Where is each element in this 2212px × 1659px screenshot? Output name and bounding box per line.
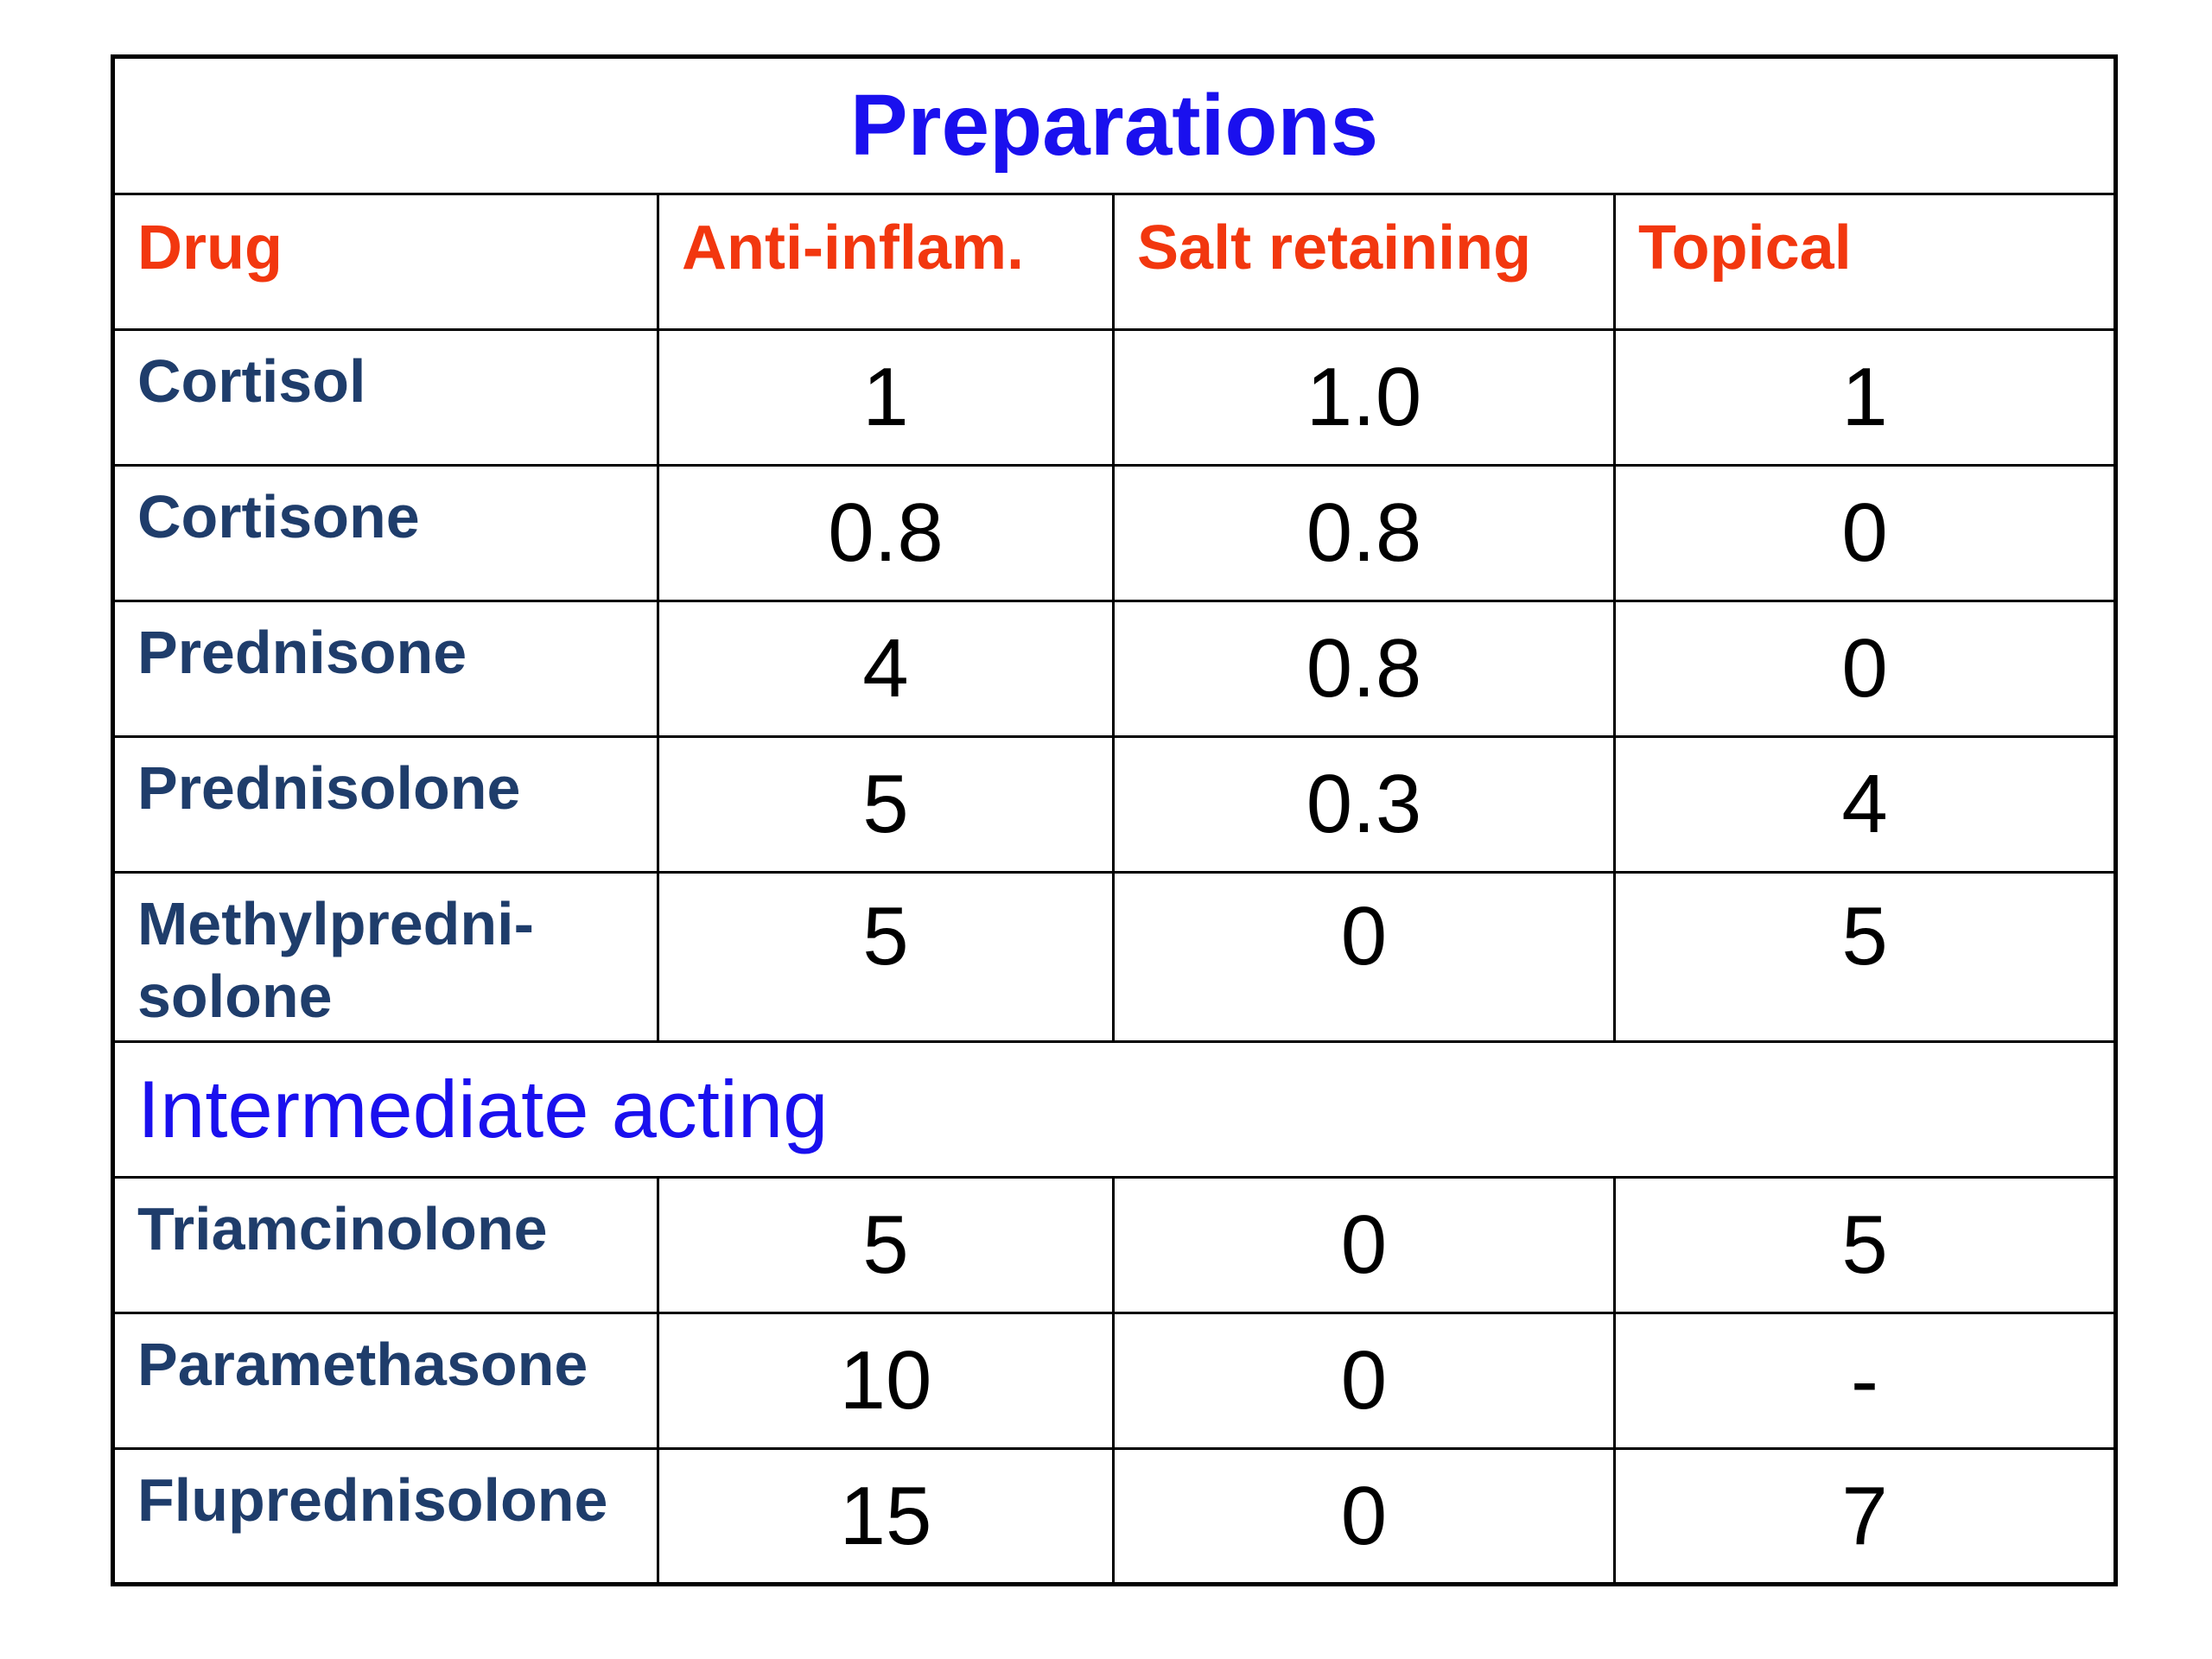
title-row: [113, 57, 2116, 194]
topical-value: 4: [1615, 737, 2116, 873]
anti-inflam-value: 15: [658, 1449, 1114, 1585]
drug-name: Cortisol: [113, 330, 658, 466]
anti-inflam-value: 5: [658, 873, 1114, 1042]
drug-name: Cortisone: [113, 466, 658, 601]
section-row: [113, 1042, 2116, 1178]
table-title: Preparations: [113, 57, 2116, 194]
salt-retaining-value: 0: [1114, 1313, 1615, 1449]
salt-retaining-value: 0: [1114, 1449, 1615, 1585]
anti-inflam-value: 0.8: [658, 466, 1114, 601]
header-drug: Drug: [113, 194, 658, 330]
topical-value: 1: [1615, 330, 2116, 466]
drug-name: Prednisolone: [113, 737, 658, 873]
drug-name: Prednisone: [113, 601, 658, 737]
section-label: Intermediate acting: [113, 1042, 2116, 1178]
table-row: [113, 1313, 2116, 1449]
header-anti-inflam: Anti-inflam.: [658, 194, 1114, 330]
header-row: [113, 194, 2116, 330]
table-row: [113, 601, 2116, 737]
salt-retaining-value: 0.8: [1114, 601, 1615, 737]
table-row: [113, 330, 2116, 466]
drug-name: [113, 873, 658, 1042]
salt-retaining-value: 0: [1114, 1178, 1615, 1313]
table-row: [113, 873, 2116, 1042]
topical-value: 5: [1615, 1178, 2116, 1313]
table-row: [113, 1178, 2116, 1313]
header-topical: Topical: [1615, 194, 2116, 330]
table-row: [113, 1449, 2116, 1585]
anti-inflam-value: 5: [658, 1178, 1114, 1313]
topical-value: 0: [1615, 466, 2116, 601]
preparations-table: [111, 54, 2118, 1586]
drug-name-line1: Methylpredni-: [137, 890, 534, 957]
drug-name: Triamcinolone: [113, 1178, 658, 1313]
table-row: [113, 737, 2116, 873]
table-row: [113, 466, 2116, 601]
drug-name-line2: solone: [137, 963, 333, 1030]
anti-inflam-value: 1: [658, 330, 1114, 466]
salt-retaining-value: 0.3: [1114, 737, 1615, 873]
anti-inflam-value: 4: [658, 601, 1114, 737]
topical-value: 0: [1615, 601, 2116, 737]
header-salt-retaining: Salt retaining: [1114, 194, 1615, 330]
topical-value: 7: [1615, 1449, 2116, 1585]
drug-name: Paramethasone: [113, 1313, 658, 1449]
drug-name: Fluprednisolone: [113, 1449, 658, 1585]
topical-value: -: [1615, 1313, 2116, 1449]
anti-inflam-value: 10: [658, 1313, 1114, 1449]
salt-retaining-value: 0.8: [1114, 466, 1615, 601]
topical-value: 5: [1615, 873, 2116, 1042]
anti-inflam-value: 5: [658, 737, 1114, 873]
salt-retaining-value: 1.0: [1114, 330, 1615, 466]
salt-retaining-value: 0: [1114, 873, 1615, 1042]
